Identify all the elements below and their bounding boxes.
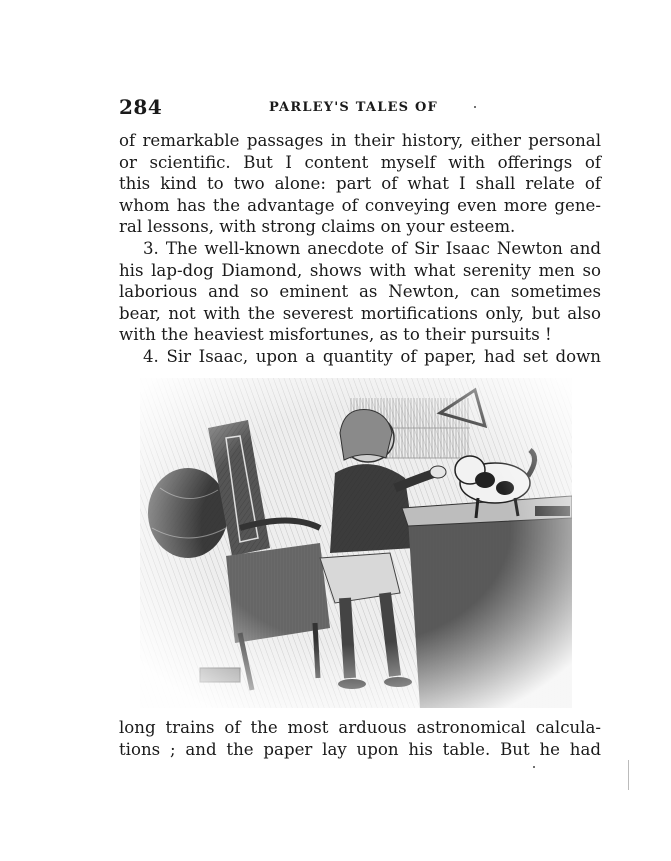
- page-header: [119, 95, 601, 117]
- text-line: with the heaviest misfortunes, as to their pursuits !: [119, 325, 552, 345]
- paragraph-3-start: 3. The well-known anecdote of Sir Isaac Newton and: [143, 238, 601, 258]
- text-line: his lap-dog Diamond, shows with what serenity men so: [119, 260, 601, 280]
- text-line: tions ; and the paper lay upon his table. But he had: [119, 739, 601, 759]
- text-line: of remarkable passages in their history, either personal: [119, 131, 601, 150]
- running-head: PARLEY'S TALES OF: [269, 100, 438, 115]
- text-line: long trains of the most arduous astronomical calcula-: [119, 718, 601, 737]
- text-line: whom has the advantage of conveying even more gene-: [119, 195, 601, 215]
- text-line: this kind to two alone: part of what I shall relate of: [119, 174, 601, 194]
- text-line: or scientific. But I content myself with offerings of: [119, 152, 601, 172]
- body-text-bottom: [119, 717, 601, 760]
- text-line: ral lessons, with strong claims on your esteem.: [119, 217, 516, 237]
- text-line: bear, not with the severest mortifications only, but also: [119, 303, 601, 323]
- text-line: laborious and so eminent as Newton, can sometimes: [119, 282, 601, 302]
- paragraph-4-start: 4. Sir Isaac, upon a quantity of paper, had set down: [143, 346, 601, 366]
- speck-mark: [474, 106, 476, 108]
- page-edge-mark: [628, 760, 629, 790]
- speck-mark: [533, 766, 535, 768]
- page-number: 284: [119, 95, 163, 119]
- body-text-top: [119, 130, 601, 368]
- newton-and-dog-engraving: [140, 378, 572, 708]
